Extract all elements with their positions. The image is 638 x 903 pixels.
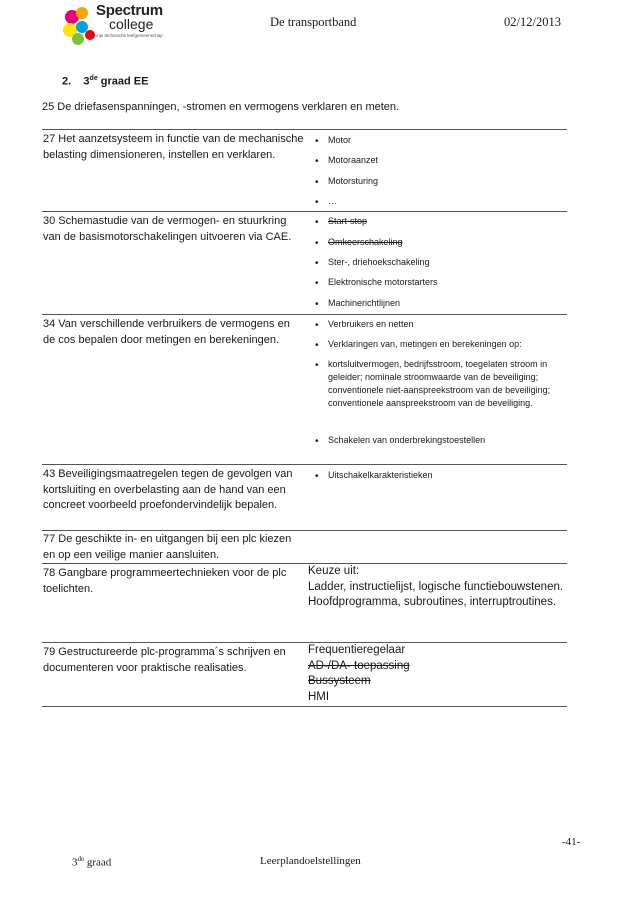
logo-circles-icon	[62, 3, 98, 47]
document-date: 02/12/2013	[504, 15, 561, 29]
objective-78: 78 Gangbare programmeertechnieken voor de plc toelichten.	[43, 567, 287, 595]
table-rule	[42, 530, 567, 531]
table-rule	[42, 706, 567, 707]
section-grade-num: 3	[83, 75, 90, 88]
objective-78-details	[308, 564, 568, 611]
section-number: 2.	[62, 75, 72, 88]
section-grade-rest: graad EE	[97, 75, 149, 88]
detail-line: AD-/DA- toepassing	[308, 659, 410, 672]
detail-line: HMI	[308, 691, 330, 704]
objective-79-details	[308, 643, 568, 706]
logo-tagline: vrije technische leefgemeenschap	[95, 33, 163, 38]
page-number: -41-	[562, 836, 581, 848]
table-rule	[42, 129, 567, 130]
detail-line: Hoofdprogramma, subroutines, interruptroutines.	[308, 596, 557, 609]
intro-objective: 25 De driefasenspanningen, -stromen en vermogens verklaren en meten.	[42, 101, 400, 113]
table-rule	[42, 464, 567, 465]
footer-grade: 3de graad	[72, 855, 112, 869]
section-heading	[62, 75, 148, 88]
objective-34: 34 Van verschillende verbruikers de vermogens en de cos bepalen door metingen en berekeningen.	[43, 318, 290, 346]
document-title: De transportband	[270, 15, 357, 29]
detail-line: Keuze uit:	[308, 565, 360, 577]
section-grade-sup: de	[89, 75, 98, 82]
objective-27: 27 Het aanzetsysteem in functie van de mechanische belasting dimensioneren, instellen en verklaren.	[43, 133, 304, 161]
detail-line: Ladder, instructielijst, logische functiebouwstenen.	[308, 580, 564, 593]
objective-79: 79 Gestructureerde plc-programma´s schrijven en documenteren voor praktische realisaties.	[43, 646, 286, 674]
table-rule	[42, 314, 567, 315]
footer-section: Leerplandoelstellingen	[260, 855, 361, 867]
table-rule	[42, 211, 567, 212]
objective-43: 43 Beveiligingsmaatregelen tegen de gevolgen van kortsluiting en overbelasting aan de hand van een concreet voorbeeld proefondervindelijk bepalen.	[43, 468, 293, 512]
logo-text-college: college	[109, 16, 154, 32]
objective-77: 77 De geschikte in- en uitgangen bij een plc kiezen en op een veilige manier aansluiten.	[43, 533, 292, 561]
objective-30: 30 Schemastudie van de vermogen- en stuurkring van de basismotorschakelingen uitvoeren via CAE.	[43, 215, 292, 243]
detail-line: Frequentieregelaar	[308, 644, 406, 656]
detail-line: Bussysteem	[308, 675, 371, 688]
logo-text-spectrum: Spectrum	[96, 2, 163, 19]
